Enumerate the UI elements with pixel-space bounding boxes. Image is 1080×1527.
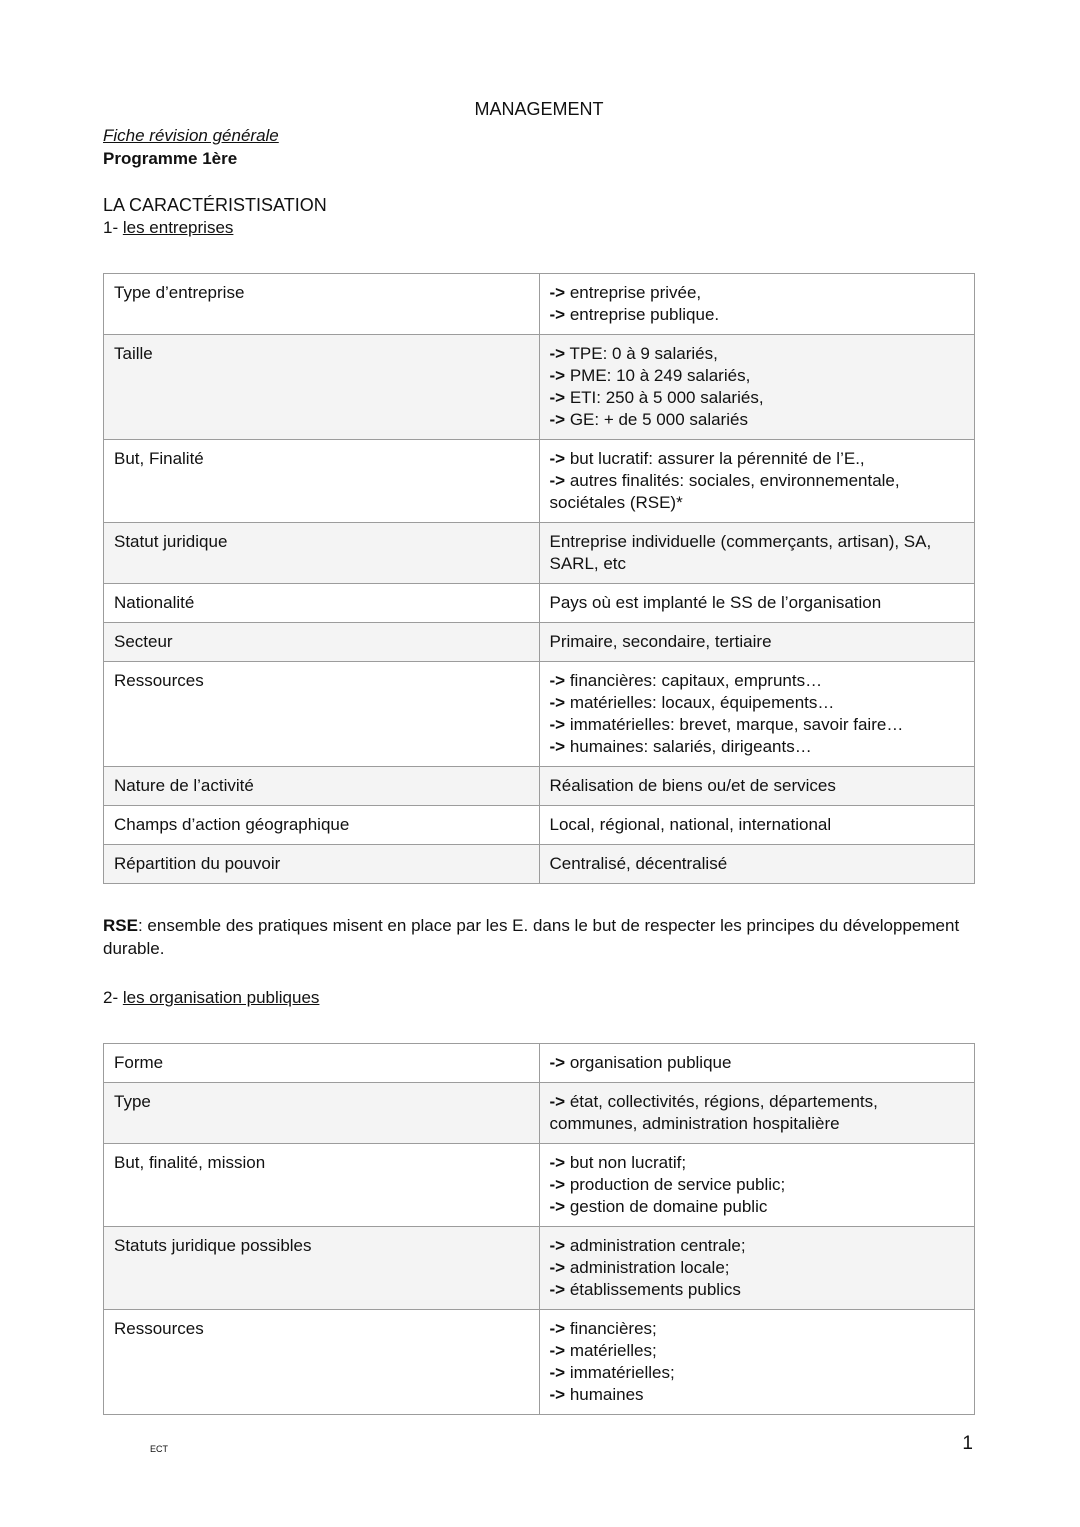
row-label-cell: Taille [104,335,540,440]
row-label-cell: Statut juridique [104,523,540,584]
table-row [104,1144,975,1227]
row-label-cell: But, finalité, mission [104,1144,540,1227]
table-row [104,806,975,845]
row-value-cell [539,584,975,623]
value-line: -> état, collectivités, régions, départements, communes, administration hospitalière [549,1092,878,1133]
row-label-cell: Type d’entreprise [104,274,540,335]
value-line: Local, régional, national, international [549,815,832,834]
table-row [104,274,975,335]
value-line: -> autres finalités: sociales, environnementale, sociétales (RSE)* [549,471,900,512]
row-label-cell: Statuts juridique possibles [104,1227,540,1310]
value-line: Primaire, secondaire, tertiaire [549,632,772,651]
organisations-publiques-table [103,1043,975,1415]
arrow-bullet: -> [549,388,566,407]
value-line: -> immatérielles: brevet, marque, savoir faire… [549,715,904,734]
page-title: MANAGEMENT [474,99,604,119]
value-line: -> gestion de domaine public [549,1197,768,1216]
row-label-cell: Nature de l’activité [104,767,540,806]
section1-label: les entreprises [122,218,234,237]
value-line: -> matérielles; [549,1341,657,1360]
arrow-bullet: -> [549,471,566,490]
value-line: -> but lucratif: assurer la pérennité de l’E., [549,449,865,468]
arrow-bullet: -> [549,283,566,302]
value-line: -> humaines [549,1385,644,1404]
arrow-bullet: -> [549,1319,566,1338]
row-label-cell: Ressources [104,662,540,767]
footer-label: ECT [150,1444,168,1454]
arrow-bullet: -> [549,1280,566,1299]
arrow-bullet: -> [549,1092,566,1111]
value-line: -> organisation publique [549,1053,732,1072]
value-line: -> immatérielles; [549,1363,675,1382]
value-line: -> entreprise privée, [549,283,702,302]
value-line: -> TPE: 0 à 9 salariés, [549,344,718,363]
page-number: 1 [962,1433,973,1454]
rse-definition: : ensemble des pratiques misent en place par les E. dans le but de respecter les principes du développement durable. [103,916,960,958]
row-value-cell [539,662,975,767]
row-value-cell [539,274,975,335]
table-row [104,767,975,806]
section2-prefix: 2- [103,988,123,1007]
table-row [104,440,975,523]
row-value-cell [539,523,975,584]
value-line: -> financières; [549,1319,657,1338]
table-row [104,1310,975,1415]
arrow-bullet: -> [549,366,566,385]
arrow-bullet: -> [549,1197,566,1216]
table-row [104,1227,975,1310]
arrow-bullet: -> [549,1341,566,1360]
arrow-bullet: -> [549,449,566,468]
arrow-bullet: -> [549,715,566,734]
table-row [104,623,975,662]
row-value-cell [539,1144,975,1227]
table-row [104,845,975,884]
rse-term: RSE [103,916,138,935]
value-line: -> matérielles: locaux, équipements… [549,693,835,712]
arrow-bullet: -> [549,1153,566,1172]
row-value-cell [539,335,975,440]
arrow-bullet: -> [549,693,566,712]
row-label-cell: Type [104,1083,540,1144]
subtitle-programme: Programme 1ère [103,149,238,168]
value-line: -> GE: + de 5 000 salariés [549,410,748,429]
table-row [104,523,975,584]
table-row [104,1083,975,1144]
table-row [104,335,975,440]
value-line: -> humaines: salariés, dirigeants… [549,737,812,756]
value-line: Entreprise individuelle (commerçants, artisan), SA, SARL, etc [549,532,932,573]
row-value-cell [539,845,975,884]
arrow-bullet: -> [549,1258,566,1277]
value-line: -> but non lucratif; [549,1153,687,1172]
arrow-bullet: -> [549,737,566,756]
rse-note [103,914,975,960]
arrow-bullet: -> [549,410,566,429]
row-value-cell [539,767,975,806]
table-row [104,662,975,767]
table-row [104,1044,975,1083]
value-line: -> administration locale; [549,1258,730,1277]
arrow-bullet: -> [549,305,566,324]
section1-heading [103,216,975,239]
value-line: -> administration centrale; [549,1236,746,1255]
arrow-bullet: -> [549,1175,566,1194]
row-value-cell [539,1083,975,1144]
section2-label: les organisation publiques [122,988,320,1007]
arrow-bullet: -> [549,1236,566,1255]
arrow-bullet: -> [549,1053,566,1072]
row-label-cell: Secteur [104,623,540,662]
row-label-cell: Nationalité [104,584,540,623]
row-value-cell [539,1310,975,1415]
row-label-cell: Ressources [104,1310,540,1415]
subtitle-fiche-revision: Fiche révision générale [103,126,279,145]
value-line: -> ETI: 250 à 5 000 salariés, [549,388,764,407]
arrow-bullet: -> [549,344,566,363]
table-row [104,584,975,623]
value-line: Pays où est implanté le SS de l’organisation [549,593,882,612]
row-label-cell: Champs d’action géographique [104,806,540,845]
row-value-cell [539,440,975,523]
arrow-bullet: -> [549,1363,566,1382]
value-line: -> PME: 10 à 249 salariés, [549,366,751,385]
row-value-cell [539,1227,975,1310]
row-label-cell: But, Finalité [104,440,540,523]
value-line: -> entreprise publique. [549,305,720,324]
value-line: Réalisation de biens ou/et de services [549,776,836,795]
row-value-cell [539,623,975,662]
row-label-cell: Répartition du pouvoir [104,845,540,884]
value-line: Centralisé, décentralisé [549,854,728,873]
page-footer [0,1433,1080,1455]
arrow-bullet: -> [549,671,566,690]
section2-heading [103,986,975,1009]
row-value-cell [539,1044,975,1083]
row-label-cell: Forme [104,1044,540,1083]
row-value-cell [539,806,975,845]
arrow-bullet: -> [549,1385,566,1404]
section1-prefix: 1- [103,218,123,237]
section-heading-caracteristisation: LA CARACTÉRISTISATION [103,195,327,215]
value-line: -> financières: capitaux, emprunts… [549,671,823,690]
value-line: -> établissements publics [549,1280,741,1299]
value-line: -> production de service public; [549,1175,786,1194]
entreprises-table [103,273,975,884]
